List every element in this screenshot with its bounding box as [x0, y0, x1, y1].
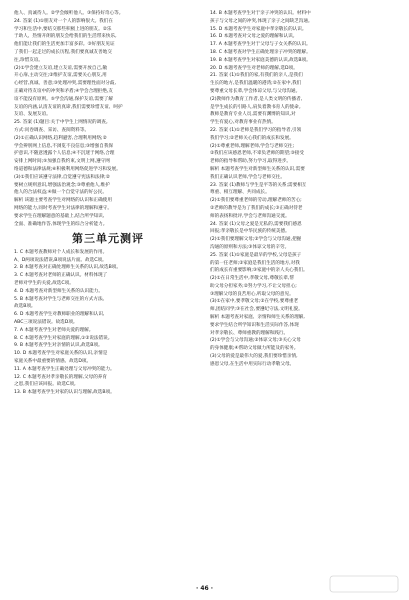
text-line: (2)①学会建立友谊,建立友谊,需要开放自己,敞: [14, 65, 108, 71]
section-title: 第三单元测评: [72, 231, 144, 245]
text-line: 解析 本题考查学生对新型师生关系的认识,需要: [210, 166, 305, 172]
text-line: 友谊的内涵,认清友谊的真谛,我们需要珍惜友谊、呵护: [14, 104, 123, 110]
text-line: 要树立规则意识,增强法治观念;③尊重他人,维护: [14, 182, 110, 188]
text-line: (3)父母的爱是最伟大的爱,我们要珍惜亲情,: [210, 354, 298, 360]
text-line: 的身体健康;④帮助父母做力所能及的家务。: [210, 346, 299, 352]
text-line: 老师的指导和帮助,努力学习,取得进步。: [210, 159, 292, 165]
text-line: (2)①我们要理解父母;②学会与父母沟通,把握: [210, 237, 302, 243]
text-line: 开心扉,主动交往;②维护友谊,需要关心朋友,用: [14, 73, 107, 79]
text-line: 友谊、发展友谊。: [14, 112, 51, 118]
text-line: 生长的地方,是我们温暖的港湾;②在家中,我们: [210, 81, 302, 87]
text-line: 心经营,真诚、善意;③处理冲突,需要理性面对分歧,: [14, 81, 116, 87]
text-line: 他们能让我们的生活更加丰富多彩。③好朋友见证: [14, 42, 115, 48]
text-line: 谊不能没有原则。⑤学会沟通,保护友谊,需要了解: [14, 96, 113, 102]
text-line: 往,珍惜友谊。: [14, 57, 44, 63]
text-line: 感恩父母,在生活中用实际行动孝敬父母。: [210, 361, 295, 367]
right-column: [210, 10, 398, 369]
text-line: 7. A 本题考查学生对老师关爱的理解。: [14, 327, 94, 333]
text-line: (2)教师作为教育工作者,是人类文明的传播者,: [210, 96, 303, 102]
text-line: 护意识,不随意透露个人信息;④不沉迷于网络,合理: [14, 151, 115, 157]
text-line: 学生有爱心,对教育事业有热情。: [210, 120, 276, 126]
text-line: 孩子与父母之间的冲突,体现了亲子之间缺乏沟通。: [210, 18, 313, 24]
text-line: 他人、真诚待人。②学会倾听他人。③保持好奇心等。: [14, 11, 124, 16]
text-line: ③理解父母的良苦用心,听取父母的意见。: [210, 291, 294, 297]
text-line: 助父母分担家务;②努力学习,不让父母担心;: [210, 283, 297, 289]
text-line: 8. C 本题考查学生对家庭的理解,①②说法错误。: [14, 335, 113, 341]
text-line: (3)①我们应该遵守法律,自觉遵守宪法和法律;②: [14, 174, 110, 180]
text-line: 学习和生活中,要结交那些积极上进的朋友。②乐: [14, 26, 112, 32]
text-line: (3)①在家中,要孝敬父母;②在学校,要尊重老: [210, 299, 299, 305]
text-line: 14. B 本题考查学生对于亲子冲突的认识。材料中: [210, 11, 311, 16]
text-line: ②老师的教导是为了我们的成长;③正确对待老: [210, 205, 303, 211]
text-line: 3. C 本题考查对老师的正确认识。材料体现了: [14, 273, 108, 279]
text-line: 全面、准确地作答,体现学生的综合分析能力。: [14, 221, 108, 227]
text-line: 解析 本题考查对家庭、亲情和师生关系的理解,: [210, 315, 305, 321]
text-line: 19. B 本题考查学生对家庭美德的认识,故选B项。: [210, 57, 311, 63]
text-line: 10. D 本题考查学生对家庭关系的认识,亲情是: [14, 351, 108, 357]
text-line: 18. C 本题考查对学生正确处理亲子冲突的理解。: [210, 49, 311, 55]
left-column: [14, 10, 202, 397]
text-line: ②我们应该感恩老师,不辜负老师的期望;③接受: [210, 151, 304, 157]
text-line: (2)①在日常生活中,孝敬父母,尊敬长辈,帮: [210, 276, 294, 282]
text-line: 25. 答案 (1)题目:关于中学生上网情况的调查。: [14, 120, 111, 126]
text-line: 的第一任老师;②家庭是我们生活的地方,对我: [210, 260, 300, 266]
text-line: 1. C 本题考查教师对个人成长和发展的作用。: [14, 249, 108, 255]
text-line: 12. C 本题考查对孝亲敬长的理解,父母的养育: [14, 374, 107, 380]
text-line: (2)①我们要尊重老师的劳动,理解老师的苦心;: [210, 198, 302, 204]
text-line: 17. A 本题考查学生对于父母与子女关系的认识。: [210, 42, 311, 48]
text-line: 络道德和法律法规;⑥积极利用网络促进学习和发展。: [14, 166, 121, 172]
text-line: 师,团结同学;③在社会,要遵纪守法,文明礼貌。: [210, 307, 303, 313]
text-line: 5. B 本题考查对学生与老师交往的方式方法。: [14, 296, 108, 302]
text-line: (2)①正确认识网络,趋利避害,合理利用网络;②: [14, 135, 107, 141]
text-line: 沟通的原则和方法;③体谅父母的辛劳。: [210, 244, 290, 250]
text-line: 我们正确认识老师,学会与老师交往。: [210, 174, 285, 180]
text-line: (2)①学会与父母沟通;②体谅父母;③关心父母: [210, 338, 301, 344]
text-line: 对孝亲敬长、尊师重教的理解和践行。: [210, 330, 289, 336]
text-line: 要求学生结合所学知识和生活实际作答,体现: [210, 322, 299, 328]
text-line: 我们学习;②老师关心我们的成长和发展。: [210, 135, 294, 141]
text-line: 教师是教育专业人员,需要有渊博的知识,对: [210, 112, 296, 118]
text-line: 家庭关系中最重要的情感。故选D项。: [14, 358, 92, 364]
text-line: 网络的能力,同时考查学生对法律的理解和遵守。: [14, 205, 112, 211]
text-line: 16. D 本题考查对父母之爱的理解和认识。: [210, 34, 298, 40]
text-line: 25. 答案 (1)①家庭是最早的学校,父母是孩子: [210, 252, 302, 258]
text-line: (2)①尊重老师,理解老师,学会与老师交往;: [210, 143, 295, 149]
text-line: 正确对待友谊中的冲突和矛盾;④学会合理拒绝,友: [14, 88, 114, 94]
text-line: ABC三项说法错误。故选D项。: [14, 319, 78, 325]
text-line: 24. 答案 (1)①朋友对一个人的影响很大。我们在: [14, 18, 113, 24]
text-line: 们的成长有重要影响;③家庭中的亲人关心我们。: [210, 268, 308, 274]
text-line: 9. B 本题考查学生对亲情的认识,故选B项。: [14, 343, 103, 349]
text-line: 是学生成长的引路人,肩负着教书育人的使命。: [210, 104, 304, 110]
text-line: 20. D 本题考查学生对老师的理解,选D项。: [210, 65, 298, 71]
text-line: 解析 该题主要考查学生对网络的认识和正确使用: [14, 198, 112, 204]
text-line: 22. 答案 (1)①老师是我们学习的指导者,引领: [210, 127, 302, 133]
text-line: 要尊重父母长辈,学会体谅父母,与父母沟通。: [210, 88, 301, 94]
text-line: 学会辨别网上信息,不浏览不良信息;③增强自我保: [14, 143, 114, 149]
watermark-stamp-icon: [329, 574, 399, 594]
text-line: 13. B 本题考查学生对家的认识与理解,故选B项。: [14, 390, 115, 396]
text-line: 方式:问卷调查、采访、查阅资料等。: [14, 127, 90, 133]
text-line: 回报;孝亲敬长是中华民族的传统美德。: [210, 229, 290, 235]
text-line: 尊重、相互理解、共同成长。: [210, 190, 270, 196]
text-line: 24. 答案 (1)父母之爱是无私的,需要我们感恩: [210, 221, 302, 227]
text-line: 11. A 本题考查学生正确处理与父母冲突的能力。: [14, 366, 115, 372]
text-line: 6. D 本题考查学生对教师职业的理解和认识,: [14, 312, 105, 318]
text-line: 15. D 本题考查学生对家庭中孝亲敬长的认识。: [210, 26, 307, 32]
text-line: 老师对学生的关爱,故选C项。: [14, 281, 74, 286]
text-line: 4. D 本题考查对新型师生关系的认识能力。: [14, 288, 103, 294]
text-line: 要求学生在理解题意的基础上,结合所学知识,: [14, 213, 105, 219]
text-line: 于助人、热情开朗的朋友会给我们的生活带来快乐,: [14, 34, 117, 40]
text-line: 他人的合法权益;④做一个自觉守法的好公民。: [14, 190, 107, 196]
text-line: 21. 答案 (1)①我们的家,有我们的亲人,是我们: [210, 73, 303, 79]
text-line: 2. B 本题考查对正确处理师生关系的认识,故选B项。: [14, 265, 121, 271]
text-line: 之恩,我们应该回报。故选C项。: [14, 382, 79, 388]
text-line: 23. 答案 (1)教师与学生是平等的关系;需要相互: [210, 182, 307, 188]
text-line: 师的表扬和批评,学会与老师沟通交流。: [210, 213, 290, 219]
text-line: 故选B项。: [14, 304, 36, 310]
text-line: A、D两项说法错误,B项说法片面。故选C项。: [14, 257, 107, 263]
text-line: 了我们一起走过的成长历程,我们要真诚友善地交: [14, 49, 112, 55]
text-line: 安排上网时间;⑤加强自我约束,文明上网,遵守网: [14, 159, 110, 165]
page-number: · 46 ·: [195, 585, 214, 592]
